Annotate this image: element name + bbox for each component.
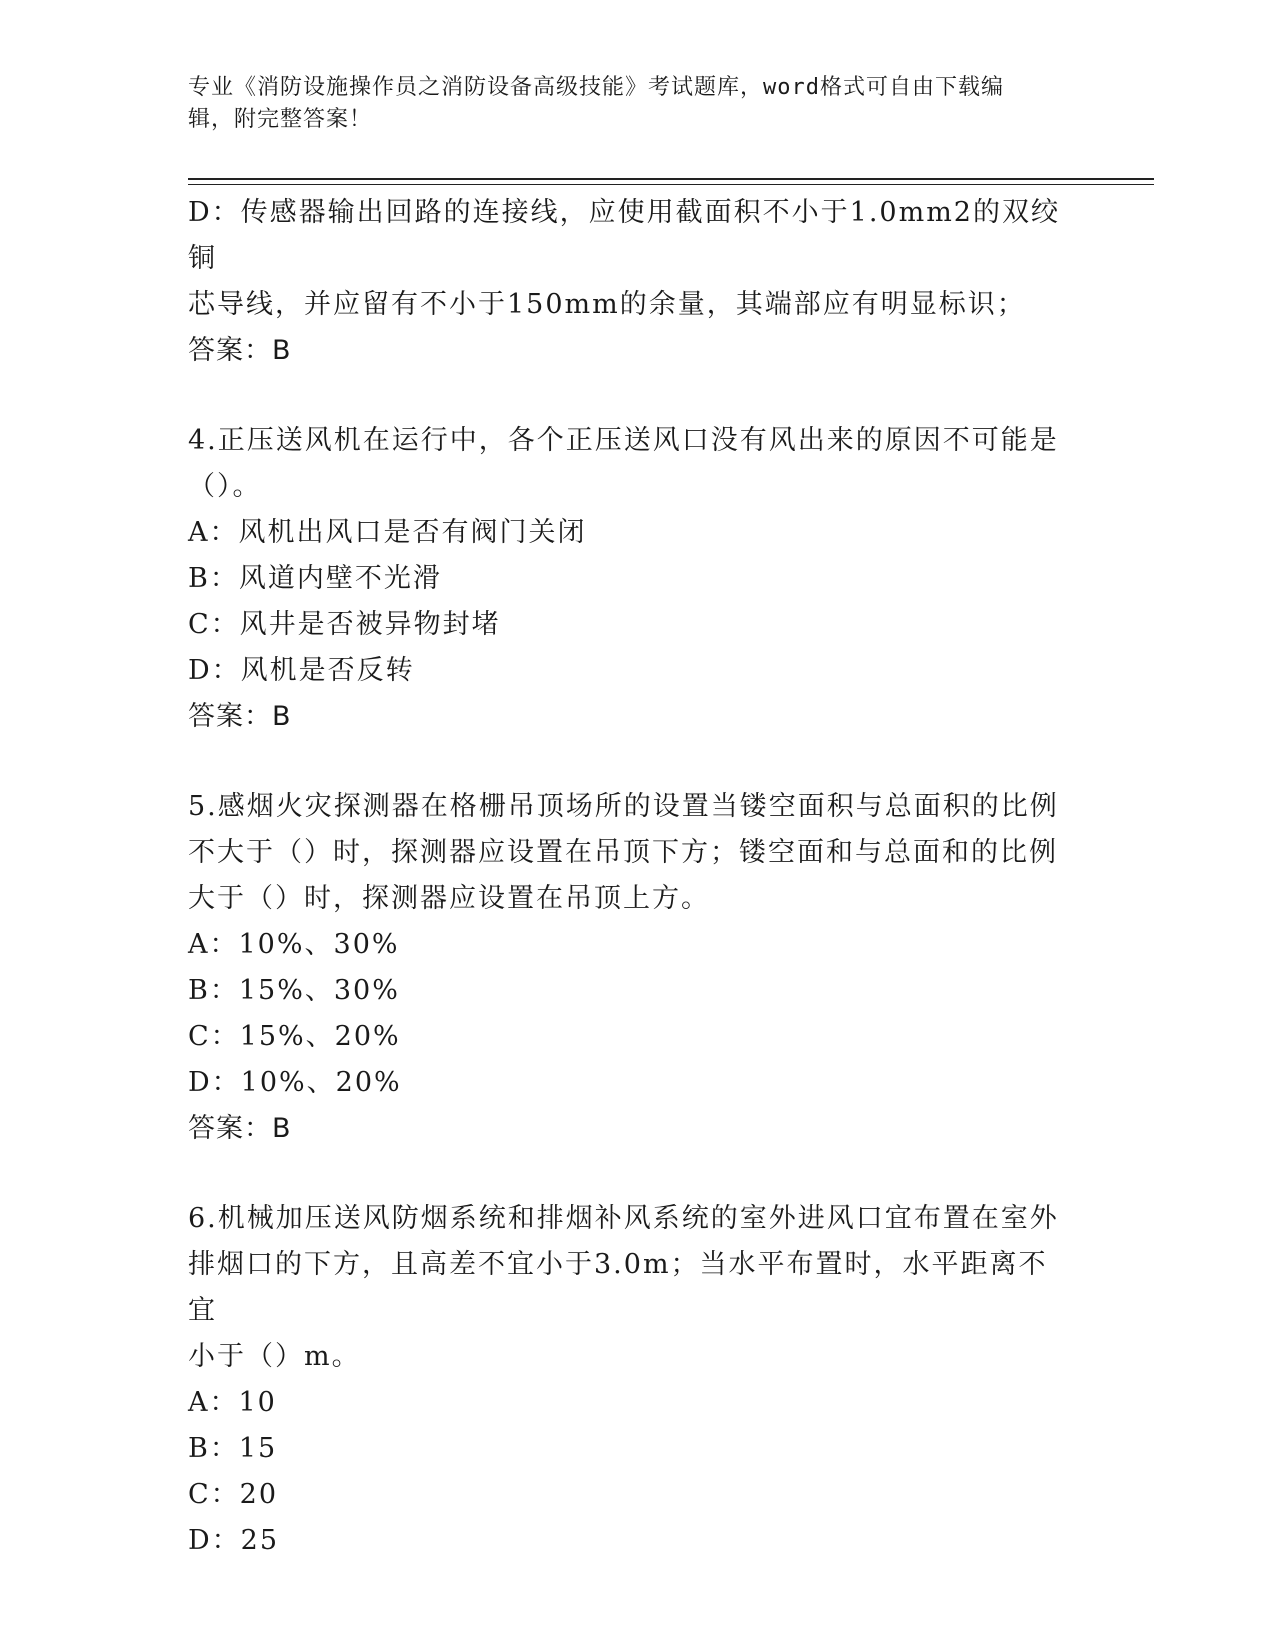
option-a: A：10%、30% — [188, 929, 400, 960]
question-4 — [188, 418, 1068, 740]
question-stem-line-1: 5.感烟火灾探测器在格栅吊顶场所的设置当镂空面积与总面积的比例 — [188, 791, 1059, 822]
answer-label: 答案：B — [188, 701, 292, 732]
option-d: D：10%、20% — [188, 1067, 402, 1098]
option-a: A：10 — [188, 1387, 277, 1418]
question-stem-line-2: 排烟口的下方，且高差不宜小于3.0m；当水平布置时，水平距离不宜 — [188, 1249, 1048, 1326]
answer-label: 答案：B — [188, 1113, 292, 1144]
header-divider-thin — [188, 184, 1154, 185]
header-line-1: 专业《消防设施操作员之消防设备高级技能》考试题库，word格式可自由下载编 — [188, 75, 1004, 100]
question-stem-line-2: （）。 — [188, 471, 262, 502]
question-stem-line-3: 小于（）m。 — [188, 1341, 361, 1372]
spacer — [188, 1152, 1068, 1196]
spacer — [188, 740, 1068, 784]
option-d-line-2: 芯导线，并应留有不小于150mm的余量，其端部应有明显标识； — [188, 289, 1026, 320]
question-5 — [188, 784, 1068, 1152]
question-stem-line-2: 不大于（）时，探测器应设置在吊顶下方；镂空面和与总面和的比例 — [188, 837, 1058, 868]
question-3-tail — [188, 190, 1068, 374]
document-header — [188, 72, 1068, 136]
header-line-2: 辑，附完整答案！ — [188, 107, 373, 132]
question-stem-line-3: 大于（）时，探测器应设置在吊顶上方。 — [188, 883, 710, 914]
option-c: C：风井是否被异物封堵 — [188, 609, 501, 640]
option-b: B：风道内壁不光滑 — [188, 563, 442, 594]
question-stem-line-1: 6.机械加压送风防烟系统和排烟补风系统的室外进风口宜布置在室外 — [188, 1203, 1059, 1234]
option-d: D：风机是否反转 — [188, 655, 415, 686]
option-c: C：20 — [188, 1479, 279, 1510]
option-d-line-1: D：传感器输出回路的连接线，应使用截面积不小于1.0mm2的双绞铜 — [188, 197, 1060, 274]
option-c: C：15%、20% — [188, 1021, 401, 1052]
option-d: D：25 — [188, 1525, 280, 1556]
option-b: B：15%、30% — [188, 975, 400, 1006]
document-body — [188, 190, 1068, 1564]
question-6 — [188, 1196, 1068, 1564]
answer-label: 答案：B — [188, 335, 292, 366]
question-stem-line-1: 4.正压送风机在运行中，各个正压送风口没有风出来的原因不可能是 — [188, 425, 1059, 456]
header-divider-thick — [188, 178, 1154, 180]
option-a: A：风机出风口是否有阀门关闭 — [188, 517, 587, 548]
option-b: B：15 — [188, 1433, 278, 1464]
spacer — [188, 374, 1068, 418]
